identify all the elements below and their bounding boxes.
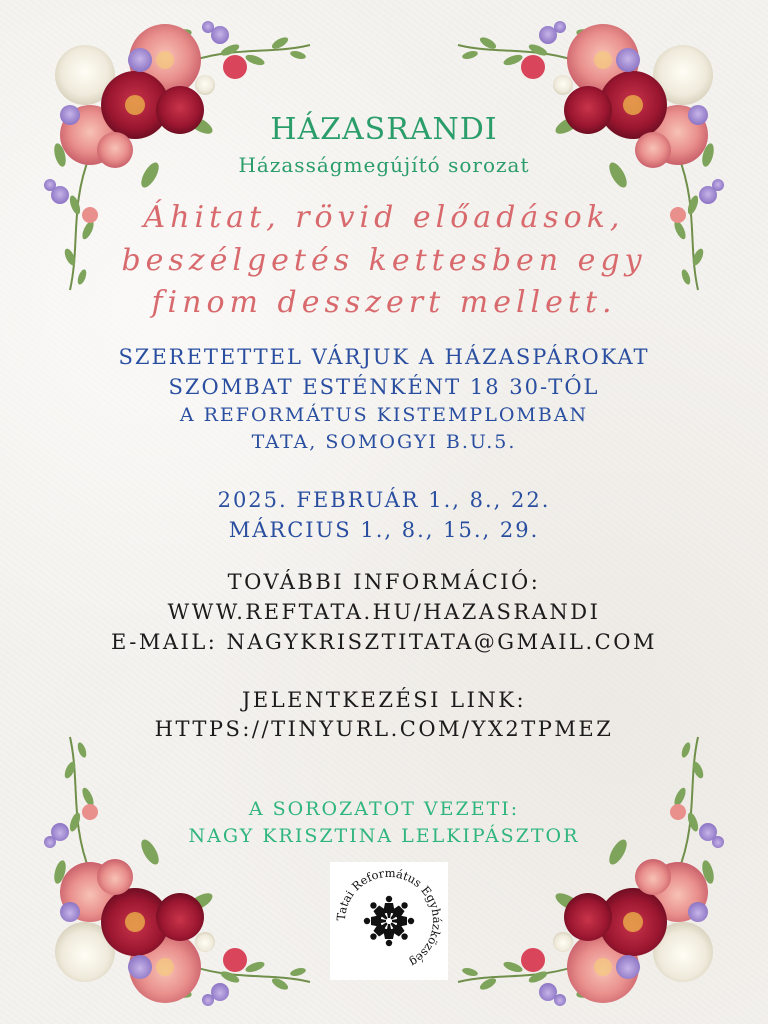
dates-march: MÁRCIUS 1., 8., 15., 29. bbox=[228, 518, 540, 542]
invitation-venue: A REFORMÁTUS KISTEMPLOMBAN bbox=[179, 404, 589, 426]
website-link[interactable]: WWW.REFTATA.HU/HAZASRANDI bbox=[167, 600, 601, 624]
church-emblem-icon bbox=[330, 862, 448, 980]
page-title: HÁZASRANDI bbox=[270, 112, 498, 147]
tagline-line: beszélgetés kettesben egy bbox=[121, 243, 647, 278]
leader-heading: A SOROZATOT VEZETI: bbox=[248, 798, 520, 820]
church-logo bbox=[330, 862, 448, 980]
floral-bouquet-icon bbox=[448, 732, 738, 1022]
registration-heading: JELENTKEZÉSI LINK: bbox=[241, 688, 527, 712]
invitation-address: TATA, SOMOGYI B.U.5. bbox=[251, 431, 517, 453]
invitation-time: SZOMBAT ESTÉNKÉNT 18 30-TÓL bbox=[168, 375, 600, 399]
floral-bouquet-icon bbox=[30, 732, 320, 1022]
info-heading: TOVÁBBI INFORMÁCIÓ: bbox=[227, 570, 541, 594]
tagline-line: Áhitat, rövid előadások, bbox=[143, 200, 625, 235]
registration-link[interactable]: HTTPS://TINYURL.COM/YX2TPMEZ bbox=[154, 717, 614, 741]
invitation-line: SZERETETTEL VÁRJUK A HÁZASPÁROKAT bbox=[118, 345, 650, 369]
logo-text: Tatai Református Egyházközség bbox=[333, 865, 445, 970]
email-contact[interactable]: E-MAIL: NAGYKRISZTITATA@GMAIL.COM bbox=[111, 630, 657, 654]
tagline-line: finom desszert mellett. bbox=[151, 285, 617, 320]
dates-february: 2025. FEBRUÁR 1., 8., 22. bbox=[217, 488, 551, 512]
leader-name: NAGY KRISZTINA LELKIPÁSZTOR bbox=[188, 825, 580, 847]
page-subtitle: Házasságmegújító sorozat bbox=[238, 153, 530, 177]
